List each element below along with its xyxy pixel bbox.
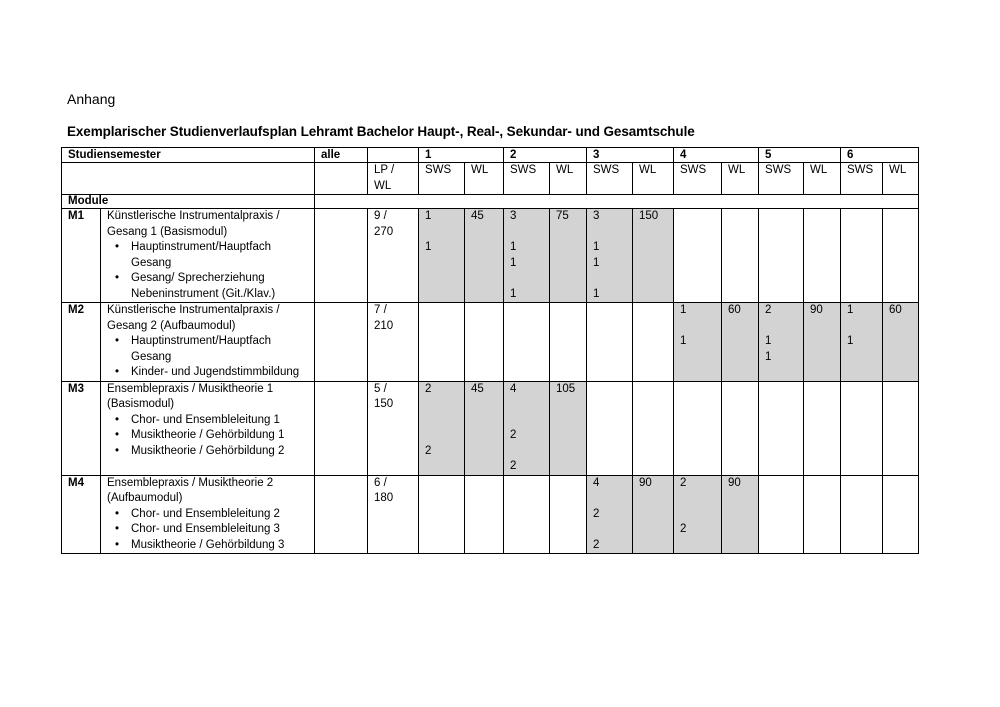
wl-cell-sem4 (722, 381, 759, 475)
sws-cell-sem5 (759, 475, 804, 554)
sws-cell-sem2: 4 2 2 (504, 381, 550, 475)
alle-cell (315, 475, 368, 554)
semester-6-label: 6 (841, 148, 919, 163)
module-description (101, 475, 315, 554)
wl-cell-sem5 (804, 209, 841, 303)
sws-cell-sem6 (841, 209, 883, 303)
lp-header-empty (368, 148, 419, 163)
module-title-line: Gesang 1 (Basismodul) (107, 225, 228, 238)
wl-cell-sem2 (550, 475, 587, 554)
semester-header-row (62, 148, 919, 163)
sws-cell-sem6 (841, 381, 883, 475)
module-item: • Musiktheorie / Gehörbildung 2 (107, 444, 310, 460)
sws-cell-sem6 (841, 475, 883, 554)
wl-cell-sem3: 90 (633, 475, 674, 554)
wl-cell-sem1 (465, 303, 504, 382)
wl-cell-sem4 (722, 209, 759, 303)
module-title-line: Gesang 2 (Aufbaumodul) (107, 319, 236, 332)
wl-cell-sem3: 150 (633, 209, 674, 303)
lp-wl-label: LP / WL (368, 163, 419, 195)
unit-header-row (62, 163, 919, 195)
lp-wl-cell: 7 / 210 (368, 303, 419, 382)
wl-label: WL (633, 163, 674, 195)
lp-wl-cell: 6 / 180 (368, 475, 419, 554)
wl-cell-sem6: 60 (883, 303, 919, 382)
wl-label: WL (804, 163, 841, 195)
sws-cell-sem5: 2 1 1 (759, 303, 804, 382)
module-title-line: (Basismodul) (107, 398, 175, 410)
sws-cell-sem4: 2 2 (674, 475, 722, 554)
sws-label: SWS (504, 163, 550, 195)
module-description (101, 381, 315, 475)
module-label: Module (62, 195, 315, 209)
semester-4-label: 4 (674, 148, 759, 163)
sws-cell-sem4: 1 1 (674, 303, 722, 382)
module-title-line: Ensemblepraxis / Musiktheorie 2 (107, 476, 274, 489)
module-title-line: Künstlerische Instrumentalpraxis / (107, 304, 280, 316)
module-item: • Kinder- und Jugendstimmbildung (107, 365, 310, 381)
sws-cell-sem6: 1 1 (841, 303, 883, 382)
wl-cell-sem4: 60 (722, 303, 759, 382)
module-item: • Musiktheorie / Gehörbildung 1 (107, 428, 310, 444)
sws-cell-sem1: 2 2 (419, 381, 465, 475)
module-id: M2 (62, 303, 101, 382)
module-id: M3 (62, 381, 101, 475)
wl-cell-sem5 (804, 475, 841, 554)
module-description (101, 303, 315, 382)
sws-cell-sem1 (419, 303, 465, 382)
semester-1-label: 1 (419, 148, 504, 163)
sws-cell-sem5 (759, 381, 804, 475)
sws-cell-sem2 (504, 303, 550, 382)
module-item: • Chor- und Ensembleleitung 1 (107, 413, 310, 429)
wl-label: WL (722, 163, 759, 195)
wl-cell-sem6 (883, 209, 919, 303)
sws-label: SWS (587, 163, 633, 195)
semester-3-label: 3 (587, 148, 674, 163)
sws-cell-sem1: 1 1 (419, 209, 465, 303)
sws-cell-sem3 (587, 381, 633, 475)
module-item: • Hauptinstrument/Hauptfach Gesang (107, 240, 310, 271)
module-label-row (62, 195, 919, 209)
module-items (107, 507, 310, 554)
study-plan-table (61, 147, 919, 554)
module-item: • Chor- und Ensembleleitung 3 (107, 522, 310, 538)
sws-cell-sem2 (504, 475, 550, 554)
sws-label: SWS (759, 163, 804, 195)
module-items (107, 413, 310, 460)
wl-cell-sem2: 75 (550, 209, 587, 303)
wl-cell-sem2: 105 (550, 381, 587, 475)
module-description (101, 209, 315, 303)
alle-label: alle (315, 148, 368, 163)
module-item: • Hauptinstrument/Hauptfach Gesang (107, 334, 310, 365)
sws-cell-sem4 (674, 209, 722, 303)
wl-cell-sem2 (550, 303, 587, 382)
sws-cell-sem4 (674, 381, 722, 475)
wl-cell-sem1: 45 (465, 209, 504, 303)
module-item: • Gesang/ Sprecherziehung Nebeninstrument (Git./Klav.) (107, 271, 310, 302)
module-row-m3 (62, 381, 919, 475)
sws-label: SWS (841, 163, 883, 195)
alle-cell (315, 303, 368, 382)
lp-wl-cell: 5 / 150 (368, 381, 419, 475)
studiensemester-label: Studiensemester (62, 148, 315, 163)
module-item: • Musiktheorie / Gehörbildung 3 (107, 538, 310, 554)
alle-cell (315, 381, 368, 475)
document-title: Exemplarischer Studienverlaufsplan Lehramt Bachelor Haupt-, Real-, Sekundar- und Gesamtschule (67, 124, 695, 139)
wl-cell-sem5 (804, 381, 841, 475)
sws-cell-sem3: 4 2 2 (587, 475, 633, 554)
module-id: M4 (62, 475, 101, 554)
appendix-heading: Anhang (67, 91, 116, 107)
wl-cell-sem4: 90 (722, 475, 759, 554)
module-title-line: Ensemblepraxis / Musiktheorie 1 (107, 382, 274, 395)
module-row-m1 (62, 209, 919, 303)
module-title-line: Künstlerische Instrumentalpraxis / (107, 210, 280, 222)
sws-cell-sem2: 3 1 1 1 (504, 209, 550, 303)
module-items (107, 334, 310, 381)
module-row-m4 (62, 475, 919, 554)
sws-cell-sem3: 3 1 1 1 (587, 209, 633, 303)
semester-2-label: 2 (504, 148, 587, 163)
wl-cell-sem5: 90 (804, 303, 841, 382)
wl-label: WL (550, 163, 587, 195)
wl-cell-sem1 (465, 475, 504, 554)
wl-cell-sem6 (883, 475, 919, 554)
sws-cell-sem1 (419, 475, 465, 554)
lp-wl-cell: 9 / 270 (368, 209, 419, 303)
module-item: • Chor- und Ensembleleitung 2 (107, 507, 310, 523)
sws-label: SWS (419, 163, 465, 195)
wl-cell-sem3 (633, 303, 674, 382)
wl-cell-sem3 (633, 381, 674, 475)
sws-cell-sem5 (759, 209, 804, 303)
module-title-line: (Aufbaumodul) (107, 492, 183, 504)
module-row-m2 (62, 303, 919, 382)
module-id: M1 (62, 209, 101, 303)
wl-cell-sem6 (883, 381, 919, 475)
wl-label: WL (883, 163, 919, 195)
sws-cell-sem3 (587, 303, 633, 382)
module-items (107, 240, 310, 302)
wl-label: WL (465, 163, 504, 195)
semester-5-label: 5 (759, 148, 841, 163)
sws-label: SWS (674, 163, 722, 195)
alle-cell (315, 209, 368, 303)
wl-cell-sem1: 45 (465, 381, 504, 475)
